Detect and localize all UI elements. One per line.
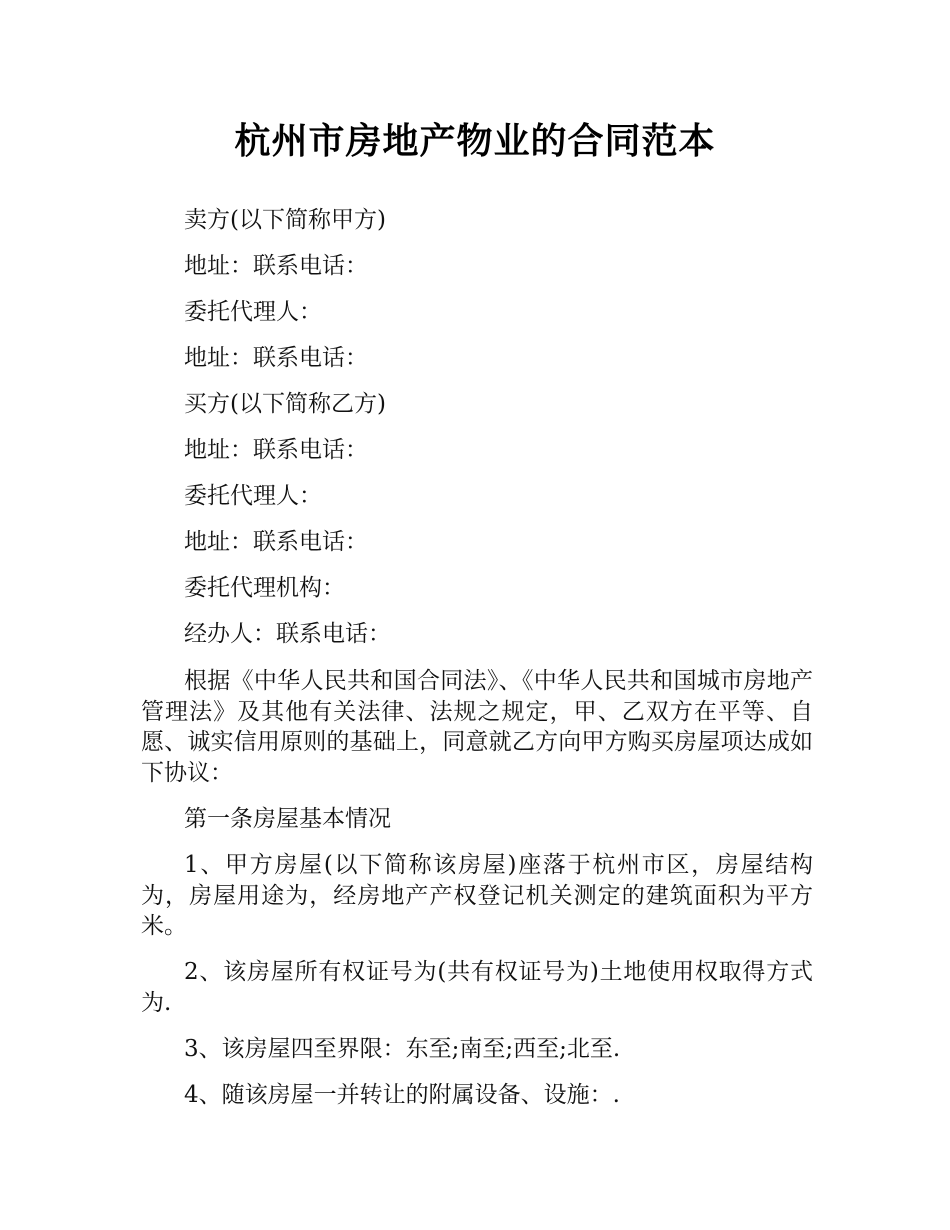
- buyer-agent-address-line: 地址：联系电话：: [184, 529, 368, 555]
- seller-address-line: 地址：联系电话：: [184, 253, 368, 279]
- seller-agent-line: 委托代理人：: [184, 299, 322, 325]
- preamble-paragraph: 根据《中华人民共和国合同法》、《中华人民共和国城市房地产管理法》及其他有关法律、法规之规定，甲、乙双方在平等、自愿、诚实信用原则的基础上，同意就乙方向甲方购买房屋项达成如下协议：: [141, 668, 813, 786]
- handler-line: 经办人：联系电话：: [184, 621, 391, 647]
- article-one-clause-3: 3、该房屋四至界限：东至;南至;西至;北至.: [184, 1036, 621, 1062]
- article-one-heading: 第一条房屋基本情况: [184, 806, 391, 832]
- seller-line: 卖方(以下简称甲方): [184, 207, 386, 233]
- buyer-line: 买方(以下简称乙方): [184, 391, 386, 417]
- buyer-address-line: 地址：联系电话：: [184, 437, 368, 463]
- article-one-clause-1: 1、甲方房屋(以下简称该房屋)座落于杭州市区，房屋结构为，房屋用途为，经房地产产权登记机关测定的建筑面积为平方米。: [141, 852, 813, 939]
- buyer-agent-line: 委托代理人：: [184, 483, 322, 509]
- article-one-clause-4: 4、随该房屋一并转让的附属设备、设施：.: [184, 1082, 620, 1108]
- seller-agent-address-line: 地址：联系电话：: [184, 345, 368, 371]
- article-one-clause-2: 2、该房屋所有权证号为(共有权证号为)土地使用权取得方式为.: [141, 959, 813, 1016]
- document-title: 杭州市房地产物业的合同范本: [234, 121, 716, 162]
- agency-line: 委托代理机构：: [184, 575, 345, 601]
